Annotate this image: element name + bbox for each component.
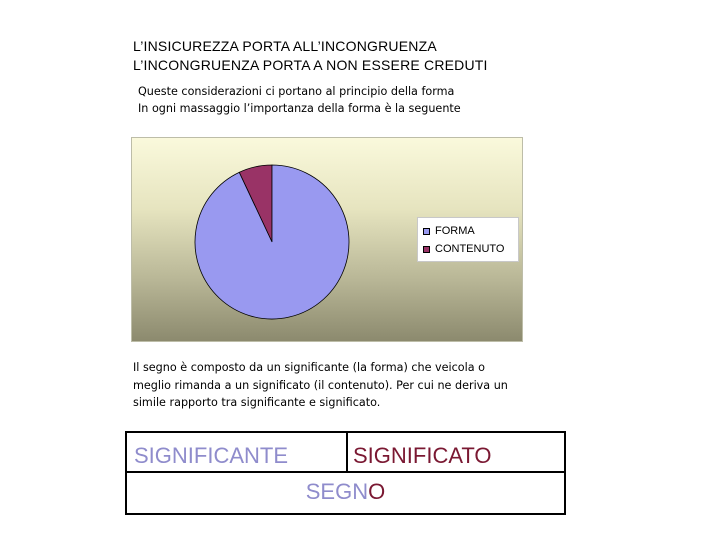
pie-chart: [131, 137, 523, 342]
explanation-line-1: Il segno è composto da un significante (la forma) che veicola o: [133, 361, 486, 374]
significato-cell: SIGNIFICATO: [353, 443, 492, 468]
intro-text: [138, 83, 461, 117]
intro-line-1: Queste considerazioni ci portano al principio della forma: [138, 85, 455, 98]
pie-slice-forma: [195, 165, 349, 319]
explanation-line-2: meglio rimanda a un significato (il contenuto). Per cui ne deriva un: [133, 378, 508, 392]
chart-legend: [417, 217, 519, 262]
segno-cell: [127, 479, 564, 505]
explanation-text: [133, 359, 528, 412]
significante-cell: SIGNIFICANTE: [134, 443, 289, 468]
headline: [133, 37, 488, 75]
headline-line-2: L’INCONGRUENZA PORTA A NON ESSERE CREDUTI: [133, 57, 488, 73]
intro-line-2: In ogni massaggio l’importanza della forma è la seguente: [138, 102, 461, 115]
explanation-line-3: simile rapporto tra significante e significato.: [133, 396, 381, 409]
sign-table-divider: [346, 433, 348, 473]
sign-table: [125, 431, 566, 515]
legend-swatch-contenuto: [423, 246, 430, 253]
legend-item-contenuto: [423, 240, 518, 258]
segno-part-2: O: [368, 479, 386, 504]
legend-label-forma: FORMA: [435, 225, 475, 237]
headline-line-1: L’INSICUREZZA PORTA ALL’INCONGRUENZA: [133, 38, 437, 54]
segno-part-1: SEGN: [305, 479, 369, 504]
legend-item-forma: [423, 222, 518, 240]
sign-table-top-row: [127, 433, 564, 473]
legend-label-contenuto: CONTENUTO: [435, 243, 505, 255]
legend-swatch-forma: [423, 228, 430, 235]
